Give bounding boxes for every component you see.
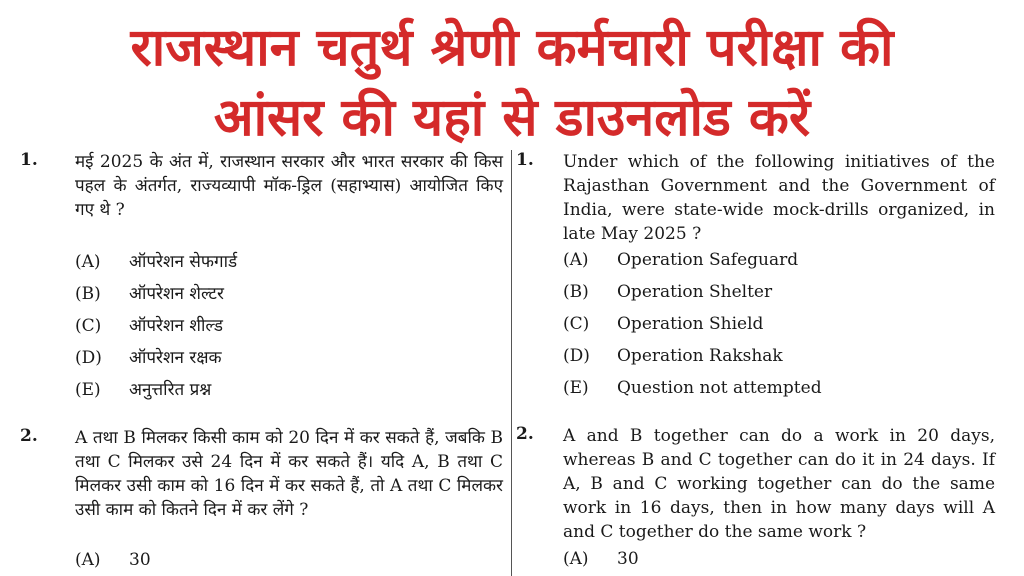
question-number: 1.: [20, 150, 38, 170]
headline-line-2: आंसर की यहां से डाउनलोड करें: [213, 88, 811, 148]
question-number: 2.: [20, 426, 38, 446]
option-e: (E) Question not attempted: [563, 378, 822, 398]
question-text: मई 2025 के अंत में, राजस्थान सरकार और भारत सरकार की किस पहल के अंतर्गत, राज्यव्यापी मॉक-ड्रिल (सहाभ्यास) आयोजित किए गए थे ?: [75, 152, 503, 220]
question-number: 2.: [516, 424, 534, 444]
column-divider: [511, 150, 512, 576]
option-c: (C) ऑपरेशन शील्ड: [75, 316, 223, 336]
question-text: A and B together can do a work in 20 days, whereas B and C together can do it in 24 days. If A, B and C working together can do the same work in 16 days, then in how many days will A and C together do the same work ?: [563, 426, 995, 542]
option-d: (D) ऑपरेशन रक्षक: [75, 348, 222, 368]
option-b: (B) Operation Shelter: [563, 282, 773, 302]
option-c: (C) Operation Shield: [563, 314, 764, 334]
option-b: (B) ऑपरेशन शेल्टर: [75, 284, 224, 304]
question-number: 1.: [516, 150, 534, 170]
option-a: (A) 30: [75, 550, 151, 570]
option-a: (A) 30: [563, 549, 639, 569]
option-d: (D) Operation Rakshak: [563, 346, 783, 366]
option-e: (E) अनुत्तरित प्रश्न: [75, 380, 212, 400]
option-a: (A) Operation Safeguard: [563, 250, 799, 270]
option-a: (A) ऑपरेशन सेफगार्ड: [75, 252, 238, 272]
question-text: A तथा B मिलकर किसी काम को 20 दिन में कर सकते हैं, जबकि B तथा C मिलकर उसे 24 दिन में कर सकते हैं। यदि A, B तथा C मिलकर उसी काम को 16 दिन में कर सकते हैं, तो A तथा C मिलकर उसी काम को कितने दिन में कर लेंगे ?: [75, 428, 503, 520]
question-text: Under which of the following initiatives of the Rajasthan Government and the Government of India, were state-wide mock-drills organized, in late May 2025 ?: [563, 152, 995, 244]
headline-line-1: राजस्थान चतुर्थ श्रेणी कर्मचारी परीक्षा की: [130, 18, 894, 78]
